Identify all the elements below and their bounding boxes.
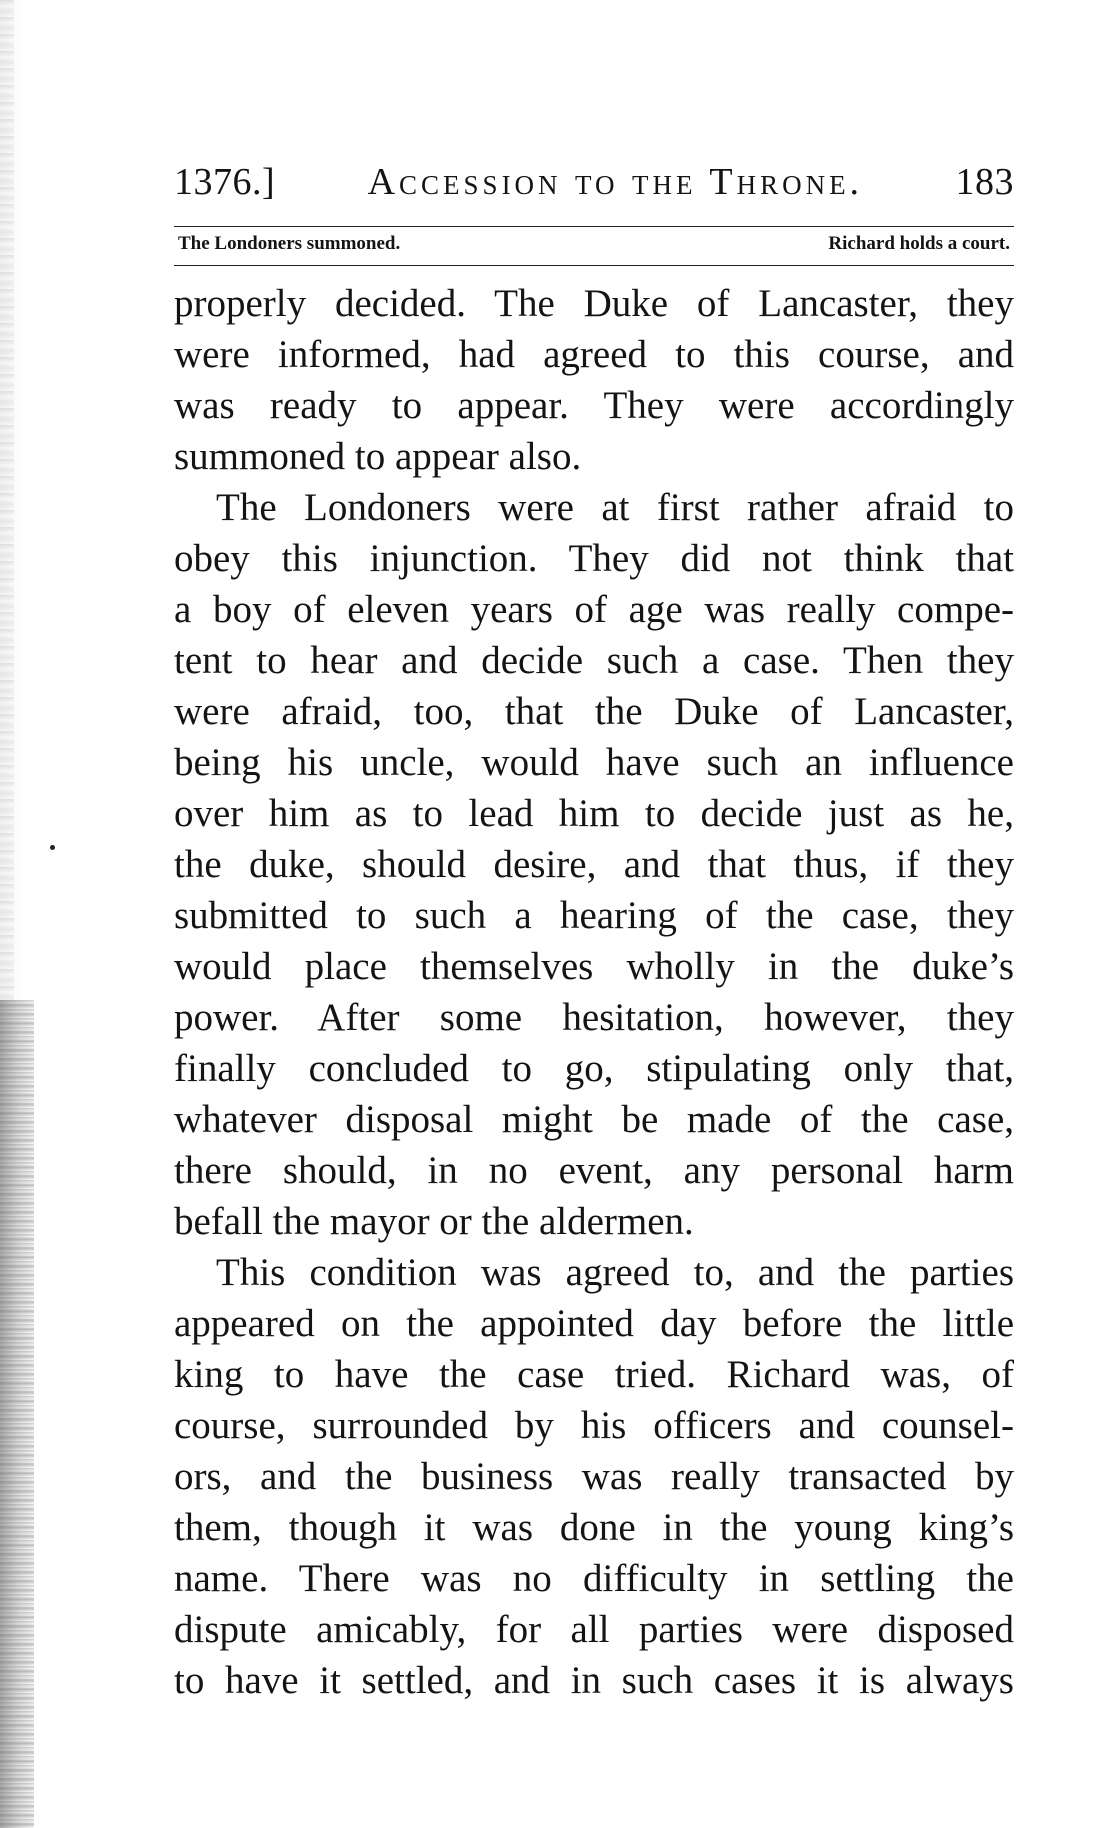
text-line: obey this injunction. They did not think that [174,537,1014,580]
text-line: tent to hear and decide such a case. Then they [174,639,1014,682]
text-line: power. After some hesitation, however, they [174,996,1014,1039]
text-line: name. There was no difficulty in settling the [174,1557,1014,1600]
catchwords [174,227,1014,257]
text-line: appeared on the appointed day before the little [174,1302,1014,1345]
text-line: them, though it was done in the young king’s [174,1506,1014,1549]
paragraph-1 [174,278,1014,482]
text-line: were afraid, too, that the Duke of Lancaster, [174,690,1014,733]
text-line: were informed, had agreed to this course, and [174,333,1014,376]
text-line: whatever disposal might be made of the case, [174,1098,1014,1141]
text-line: befall the mayor or the aldermen. [174,1200,694,1243]
body-text [174,278,1014,1706]
text-line: finally concluded to go, stipulating only that, [174,1047,1014,1090]
header-rule-bottom [174,265,1014,266]
paragraph-2 [174,482,1014,1247]
text-line: to have it settled, and in such cases it is always [174,1659,1014,1702]
text-line: ors, and the business was really transacted by [174,1455,1014,1498]
scan-gutter-noise [0,1000,34,1828]
paragraph-3 [174,1247,1014,1706]
header-date: 1376.] [174,161,276,203]
header-title: Accession to the Throne. [367,161,864,203]
text-line: would place themselves wholly in the duke’s [174,945,1014,988]
text-line: properly decided. The Duke of Lancaster, they [174,282,1014,325]
catchword-left: The Londoners summoned. [178,233,401,254]
text-line: over him as to lead him to decide just as he, [174,792,1014,835]
text-line: king to have the case tried. Richard was, of [174,1353,1014,1396]
text-line: The Londoners were at first rather afraid to [216,486,1014,529]
text-line: being his uncle, would have such an influence [174,741,1014,784]
text-line: dispute amicably, for all parties were disposed [174,1608,1014,1651]
scan-gutter-noise-top [0,0,14,1000]
text-line: the duke, should desire, and that thus, if they [174,843,1014,886]
text-line: submitted to such a hearing of the case, they [174,894,1014,937]
book-page [174,160,1014,1706]
text-line: This condition was agreed to, and the parties [216,1251,1014,1294]
page-number: 183 [955,161,1014,203]
text-line: a boy of eleven years of age was really compe- [174,588,1014,631]
text-line: there should, in no event, any personal harm [174,1149,1014,1192]
running-head [174,160,1014,212]
text-line: was ready to appear. They were accordingly [174,384,1014,427]
catchword-right: Richard holds a court. [828,233,1010,254]
text-line: course, surrounded by his officers and counsel- [174,1404,1014,1447]
text-line: summoned to appear also. [174,435,582,478]
scan-speck [50,845,55,850]
